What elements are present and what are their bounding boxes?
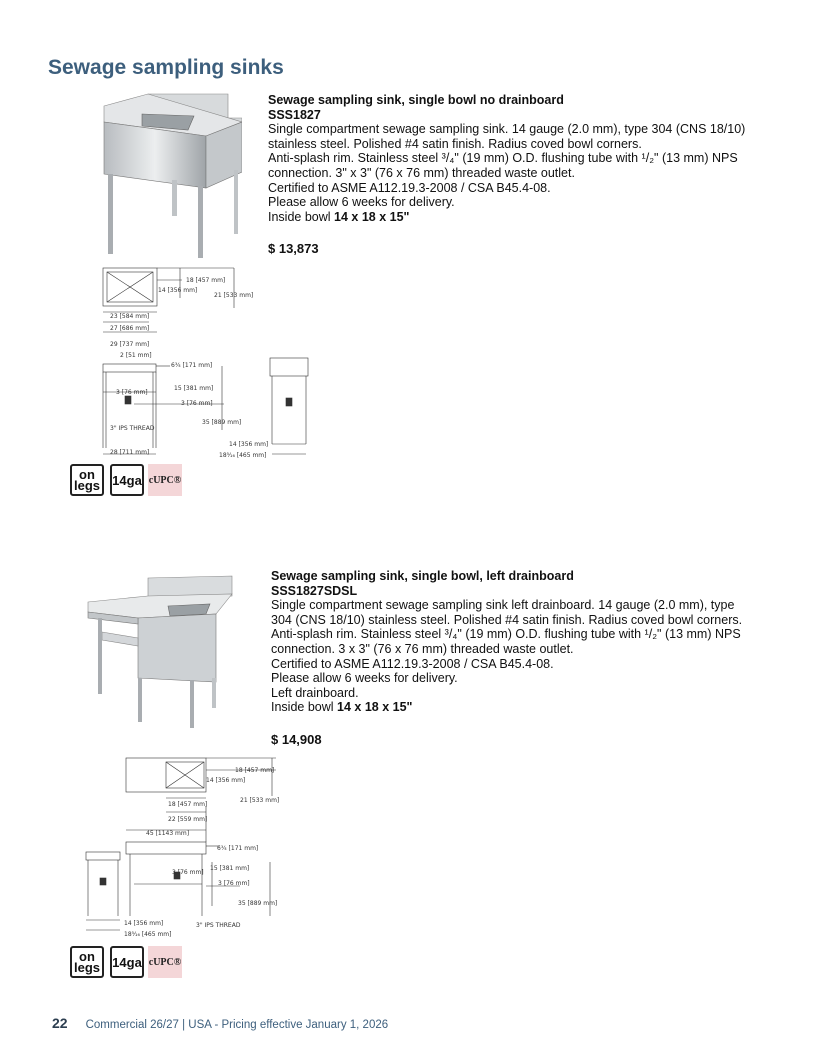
description-line: Please allow 6 weeks for delivery. — [268, 195, 455, 210]
page-heading: Sewage sampling sinks — [48, 56, 284, 79]
description-line: Certified to ASME A112.19.3-2008 / CSA B45.4-08. — [268, 180, 551, 195]
dim-label: 18⁵⁄₁₆ [465 mm] — [219, 452, 267, 459]
dim-label: 35 [889 mm] — [202, 419, 242, 426]
bowl-label: Inside bowl — [268, 209, 335, 224]
description-line: connection. 3" x 3" (76 x 76 mm) threaded waste outlet. — [268, 165, 575, 180]
dim-label: 6¾ [171 mm] — [217, 845, 259, 852]
dim-label: 22 [559 mm] — [168, 816, 208, 823]
description-line: Left drainboard. — [271, 685, 359, 700]
dim-label: 18⁵⁄₁₆ [465 mm] — [124, 931, 172, 938]
on-legs-badge: on legs — [70, 946, 104, 978]
dim-label: 18 [457 mm] — [186, 277, 226, 284]
description-line: Anti-splash rim. Stainless steel ³/₄" (19 mm) O.D. flushing tube with ¹/₂" (13 mm) NPS — [271, 627, 741, 642]
dim-label: 14 [356 mm] — [124, 920, 164, 927]
technical-drawing-sss1827sdsl — [80, 754, 280, 942]
product-price: $ 14,908 — [271, 731, 322, 747]
dim-label: 27 [686 mm] — [110, 325, 150, 332]
dim-label: 3 [76 mm] — [218, 880, 250, 887]
dim-label: 15 [381 mm] — [210, 865, 250, 872]
gauge-badge: 14ga — [110, 464, 144, 496]
gauge-badge: 14ga — [110, 946, 144, 978]
bowl-size: 14 x 18 x 15" — [334, 209, 410, 224]
footer-text: Commercial 26/27 | USA - Pricing effective January 1, 2026 — [85, 1019, 389, 1031]
description-line: Certified to ASME A112.19.3-2008 / CSA B45.4-08. — [271, 656, 554, 671]
dim-label: 23 [584 mm] — [110, 313, 150, 320]
description-line: stainless steel. Polished #4 satin finish. Radius coved bowl corners. — [268, 136, 642, 151]
description-line: Single compartment sewage sampling sink. 14 gauge (2.0 mm), type 304 (CNS 18/10) — [268, 122, 746, 137]
dim-label: 6¾ [171 mm] — [171, 362, 213, 369]
dim-label: 3" IPS THREAD — [196, 922, 241, 929]
product-photo-sss1827 — [96, 92, 242, 260]
product-photo-sss1827sdsl — [82, 566, 244, 730]
dim-label: 14 [356 mm] — [158, 287, 198, 294]
cupc-certification-logo: cUPC® — [148, 946, 182, 978]
dim-label: 45 [1143 mm] — [146, 830, 190, 837]
technical-drawing-sss1827 — [94, 262, 314, 462]
product-text-sss1827 — [268, 93, 788, 257]
product-title: Sewage sampling sink, single bowl no drainboard — [268, 93, 564, 107]
product-price: $ 13,873 — [268, 241, 319, 257]
dim-label: 14 [356 mm] — [206, 777, 246, 784]
bowl-label: Inside bowl — [271, 700, 338, 715]
description-line: connection. 3 x 3" (76 x 76 mm) threaded waste outlet. — [271, 641, 574, 656]
description-line: 304 (CNS 18/10) stainless steel. Polished #4 satin finish. Radius coved bowl corners. — [271, 612, 743, 627]
dim-label: 29 [737 mm] — [110, 341, 150, 348]
bowl-size-line — [271, 700, 791, 715]
dim-label: 3 [76 mm] — [172, 869, 204, 876]
dim-label: 3 [76 mm] — [116, 389, 148, 396]
description-line: Single compartment sewage sampling sink left drainboard. 14 gauge (2.0 mm), type — [271, 598, 735, 613]
page-number: 22 — [52, 1015, 68, 1031]
product-code: SSS1827 — [268, 107, 321, 122]
dim-label: 18 [457 mm] — [235, 767, 275, 774]
bowl-size: 14 x 18 x 15" — [337, 700, 413, 715]
product-code: SSS1827SDSL — [271, 583, 358, 598]
dim-label: 35 [889 mm] — [238, 900, 278, 907]
dim-label: 21 [533 mm] — [240, 797, 280, 804]
description-line: Please allow 6 weeks for delivery. — [271, 671, 458, 686]
dim-label: 21 [533 mm] — [214, 292, 254, 299]
page-footer — [52, 1015, 388, 1031]
description-line: Anti-splash rim. Stainless steel ³/₄" (19 mm) O.D. flushing tube with ¹/₂" (13 mm) NPS — [268, 151, 738, 166]
dim-label: 15 [381 mm] — [174, 385, 214, 392]
dim-label: 3 [76 mm] — [181, 400, 213, 407]
bowl-size-line — [268, 210, 788, 225]
dim-label: 14 [356 mm] — [229, 441, 269, 448]
product-text-sss1827sdsl — [271, 569, 791, 748]
cupc-certification-logo: cUPC® — [148, 464, 182, 496]
dim-label: 18 [457 mm] — [168, 801, 208, 808]
on-legs-badge: on legs — [70, 464, 104, 496]
dim-label: 3" IPS THREAD — [110, 425, 155, 432]
product-title: Sewage sampling sink, single bowl, left drainboard — [271, 569, 574, 583]
dim-label: 28 [711 mm] — [110, 449, 150, 456]
dim-label: 2 [51 mm] — [120, 352, 152, 359]
